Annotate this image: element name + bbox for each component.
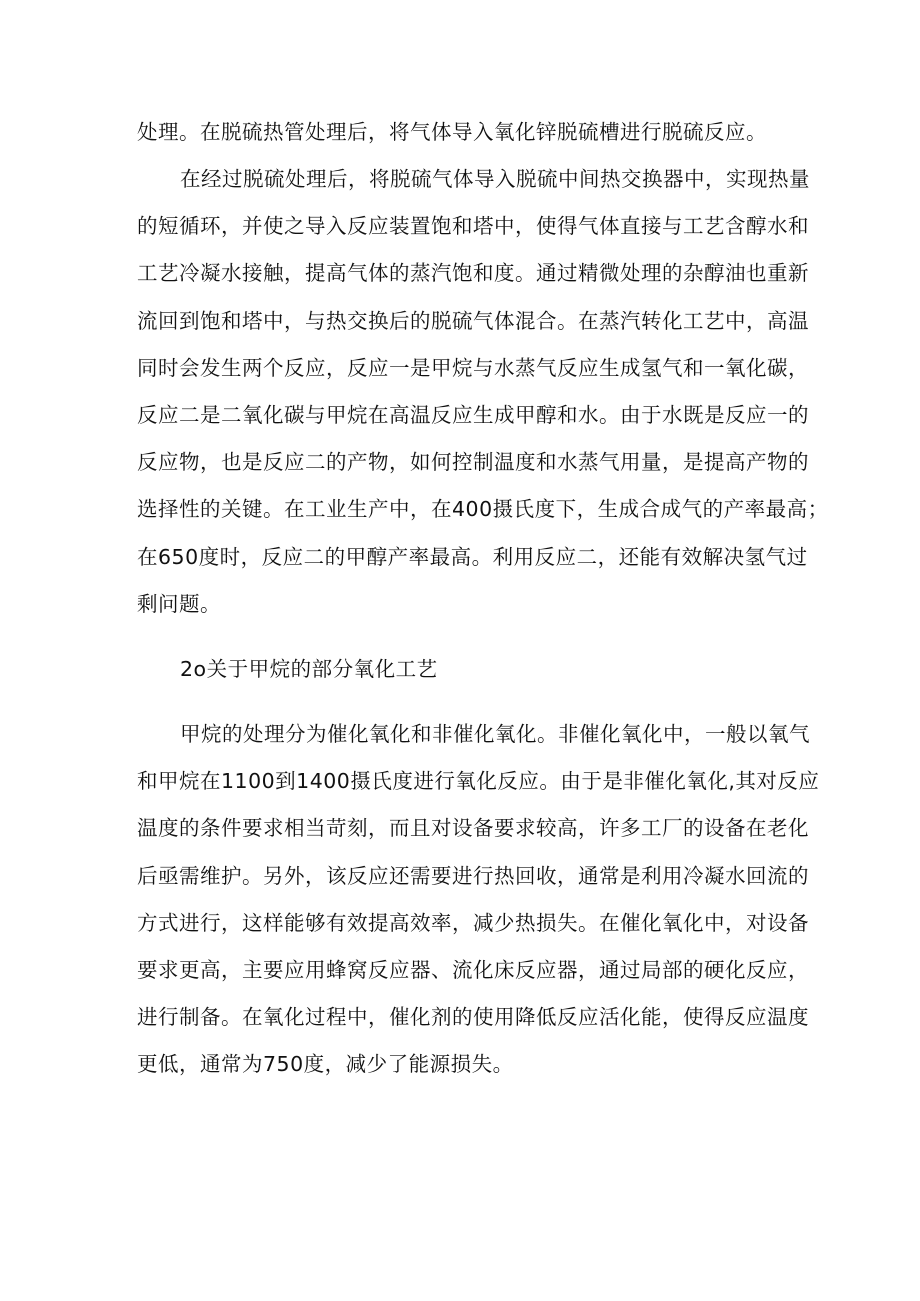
paragraph-line: 温度的条件要求相当苛刻，而且对设备要求较高，许多工厂的设备在老化: [137, 816, 809, 841]
paragraph-line: 要求更高，主要应用蜂窝反应器、流化床反应器，通过局部的硬化反应，: [137, 957, 809, 982]
paragraph-line: 处理。在脱硫热管处理后，将气体导入氧化锌脱硫槽进行脱硫反应。: [137, 120, 767, 144]
paragraph-1: [137, 109, 787, 156]
paragraph-line: 反应物，也是反应二的产物，如何控制温度和水蒸气用量，是提高产物的: [137, 450, 809, 475]
paragraph-line: 后亟需维护。另外，该反应还需要进行热回收，通常是利用冷凝水回流的: [137, 863, 809, 888]
paragraph-line: 甲烷的处理分为催化氧化和非催化氧化。非催化氧化中，一般以氧气: [180, 722, 810, 746]
paragraph-line: 工艺冷凝水接触，提高气体的蒸汽饱和度。通过精微处理的杂醇油也重新: [137, 261, 809, 286]
paragraph-line: 同时会发生两个反应，反应一是甲烷与水蒸气反应生成氢气和一氧化碳，: [137, 355, 809, 380]
paragraph-line: 进行制备。在氧化过程中，催化剂的使用降低反应活化能，使得反应温度: [137, 1005, 809, 1030]
paragraph-line: 剩问题。: [137, 591, 221, 616]
section-heading: 2o关于甲烷的部分氧化工艺: [180, 657, 438, 681]
paragraph-line: 在650度时，反应二的甲醇产率最高。利用反应二，还能有效解决氢气过: [137, 544, 808, 569]
paragraph-line: 和甲烷在1100到1400摄氏度进行氧化反应。由于是非催化氧化,其对反应: [137, 769, 820, 794]
paragraph-line: 流回到饱和塔中，与热交换后的脱硫气体混合。在蒸汽转化工艺中，高温: [137, 308, 809, 333]
paragraph-line: 方式进行，这样能够有效提高效率，减少热损失。在催化氧化中，对设备: [137, 910, 809, 935]
paragraph-2: [137, 156, 829, 628]
paragraph-line: 的短循环，并使之导入反应装置饱和塔中，使得气体直接与工艺含醇水和: [137, 214, 809, 239]
paragraph-line: 在经过脱硫处理后，将脱硫气体导入脱硫中间热交换器中，实现热量: [180, 167, 810, 191]
paragraph-3: [137, 711, 820, 1089]
paragraph-line: 更低，通常为750度，减少了能源损失。: [137, 1052, 514, 1077]
paragraph-line: 反应二是二氧化碳与甲烷在高温反应生成甲醇和水。由于水既是反应一的: [137, 402, 809, 427]
paragraph-line: 选择性的关键。在工业生产中，在400摄氏度下，生成合成气的产率最高；: [137, 497, 829, 522]
